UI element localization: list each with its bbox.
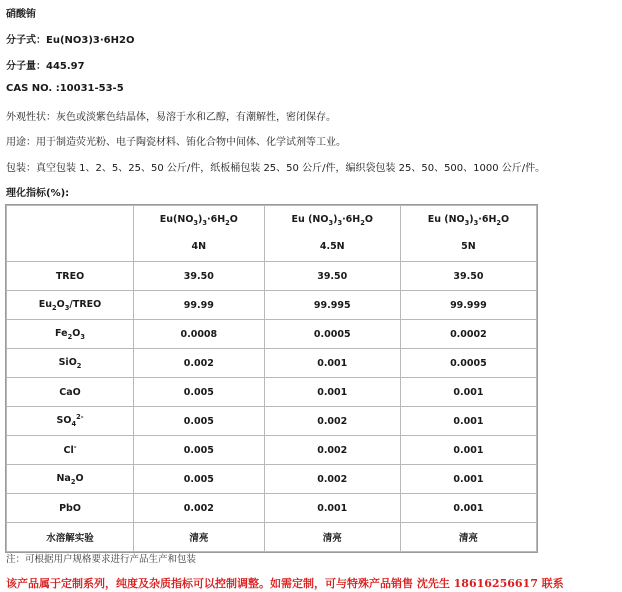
table-row — [7, 378, 536, 406]
table-cell: 0.002 — [265, 436, 400, 464]
row-label-sio2: SiO$_2$ — [7, 349, 133, 377]
cas-value: 10031-53-5 — [59, 83, 124, 94]
header-grade: 4N — [191, 240, 207, 252]
table-cell: 0.002 — [134, 349, 264, 377]
usage-text: 用途：用于制造荧光粉、电子陶瓷材料、铕化合物中间体、化学试剂等工业。 — [6, 137, 346, 148]
table-row — [7, 407, 536, 435]
packaging-text: 包装：真空包装 1、2、5、25、50 公斤/件，纸板桶包装 25、50 公斤/件，编织袋包装 25、50、500、1000 公斤/件。 — [6, 163, 546, 174]
cas-line — [6, 83, 124, 94]
table-cell: 0.001 — [401, 378, 536, 406]
table-cell: 清亮 — [134, 523, 264, 551]
row-label-cao: CaO — [7, 378, 133, 406]
table-header-row — [7, 206, 536, 261]
row-label-cl: Cl- — [7, 436, 133, 464]
table-cell: 清亮 — [401, 523, 536, 551]
table-cell: 39.50 — [265, 262, 400, 290]
table-cell: 0.002 — [134, 494, 264, 522]
formula-line — [6, 31, 134, 46]
table-cell: 0.005 — [134, 465, 264, 493]
row-label-treo: TREO — [7, 262, 133, 290]
table-cell: 0.0005 — [265, 320, 400, 348]
row-label-na2o: $Na_2O$ — [7, 465, 133, 493]
spec-table — [5, 204, 538, 553]
table-cell: 0.002 — [265, 465, 400, 493]
table-cell: 0.001 — [265, 494, 400, 522]
table-cell: 99.995 — [265, 291, 400, 319]
table-cell: 0.0002 — [401, 320, 536, 348]
table-cell: 0.002 — [265, 407, 400, 435]
header-grade: 4.5N — [319, 240, 345, 252]
table-cell: 清亮 — [265, 523, 400, 551]
header-col-5n — [401, 206, 536, 261]
table-cell: 0.0005 — [401, 349, 536, 377]
table-row — [7, 465, 536, 493]
table-row — [7, 291, 536, 319]
header-empty-cell — [7, 206, 133, 261]
mw-value: 445.97 — [46, 61, 85, 72]
table-row — [7, 436, 536, 464]
table-cell: 39.50 — [134, 262, 264, 290]
header-formula: Eu $(NO_3)_3\cdot 6H_2O$ — [291, 214, 373, 227]
molecular-weight-line — [6, 57, 85, 72]
table-row — [7, 494, 536, 522]
product-title: 硝酸铕 — [6, 9, 36, 20]
header-formula: Eu $(NO_3)_3\cdot 6H_2O$ — [427, 214, 510, 227]
table-cell: 0.005 — [134, 378, 264, 406]
row-label-fe2o3: $Fe_2O_3$ — [7, 320, 133, 348]
appearance-text: 外观性状：灰色或淡紫色结晶体，易溶于水和乙醇，有潮解性，密闭保存。 — [6, 112, 336, 123]
header-col-4n — [134, 206, 264, 261]
table-cell: 0.001 — [401, 436, 536, 464]
row-label-so4: $SO_4^{2-}$ — [7, 407, 133, 435]
table-cell: 0.001 — [401, 494, 536, 522]
header-col-4-5n — [265, 206, 400, 261]
table-cell: 0.001 — [265, 378, 400, 406]
row-label-eu2o3-treo: $Eu_2O_3$/TREO — [7, 291, 133, 319]
header-formula: $Eu(NO_3)_3\cdot 6H_2O$ — [159, 214, 238, 227]
row-label-water-solubility: 水溶解实验 — [7, 523, 133, 551]
table-row — [7, 523, 536, 551]
table-cell: 0.0008 — [134, 320, 264, 348]
table-cell: 0.005 — [134, 436, 264, 464]
header-grade: 5N — [461, 240, 476, 252]
table-row — [7, 262, 536, 290]
spec-heading: 理化指标(%): — [6, 188, 70, 199]
formula-label: 分子式： — [6, 35, 46, 46]
row-label-pbo: PbO — [7, 494, 133, 522]
formula-value: Eu(NO3)3·6H2O — [46, 35, 135, 46]
table-cell: 0.001 — [401, 465, 536, 493]
table-cell: 0.001 — [265, 349, 400, 377]
footnote: 注：可根据用户规格要求进行产品生产和包装 — [6, 554, 197, 565]
table-cell: 99.999 — [401, 291, 536, 319]
custom-order-banner: 该产品属于定制系列，纯度及杂质指标可以控制调整。如需定制，可与特殊产品销售 沈先生 18616256617 联系 — [6, 577, 564, 590]
table-row — [7, 320, 536, 348]
table-cell: 0.005 — [134, 407, 264, 435]
table-cell: 39.50 — [401, 262, 536, 290]
table-cell: 0.001 — [401, 407, 536, 435]
table-cell: 99.99 — [134, 291, 264, 319]
cas-label: CAS NO. : — [6, 83, 60, 94]
table-row — [7, 349, 536, 377]
mw-label: 分子量： — [6, 61, 46, 72]
